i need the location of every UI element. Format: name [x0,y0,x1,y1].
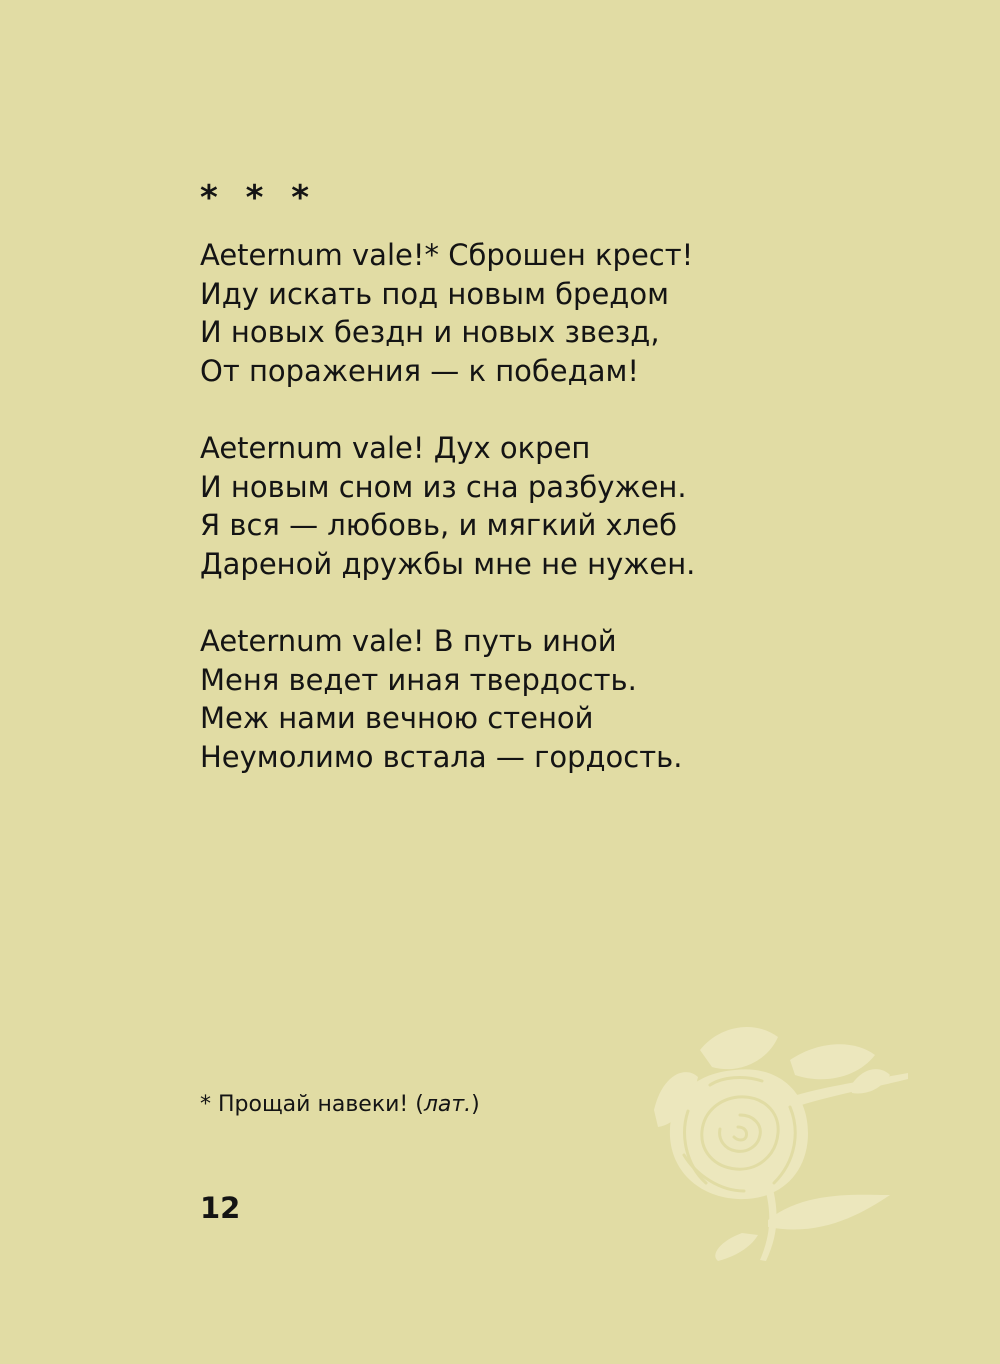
poem-line: Меня ведет иная твердость. [200,662,637,697]
poem [200,236,920,815]
poem-line: Aeternum vale! В путь иной [200,624,617,658]
stanza-3 [200,622,920,776]
footnote [200,1090,480,1120]
poem-line: Aeternum vale!* Сброшен крест! [200,238,694,272]
poem-line: И новым сном из сна разбужен. [200,469,687,504]
footnote-text: * Прощай навеки! ( [200,1092,424,1117]
rose-ornament-icon [640,1015,920,1265]
footnote-italic: лат. [423,1092,472,1117]
page-number: 12 [200,1191,241,1225]
poem-line: Иду искать под новым бредом [200,276,669,311]
stanza-1 [200,236,920,390]
poem-line: Aeternum vale! Дух окреп [200,431,591,465]
footnote-suffix: ) [471,1092,480,1117]
poem-line: Неумолимо встала — гордость. [200,739,683,774]
poem-line: От поражения — к победам! [200,353,639,388]
stanza-2 [200,429,920,583]
poem-line: Меж нами вечною стеной [200,701,594,735]
poem-line: Я вся — любовь, и мягкий хлеб [200,508,677,542]
section-separator: * * * [200,178,318,218]
poem-line: Дареной дружбы мне не нужен. [200,546,696,581]
poem-line: И новых бездн и новых звезд, [200,315,660,349]
